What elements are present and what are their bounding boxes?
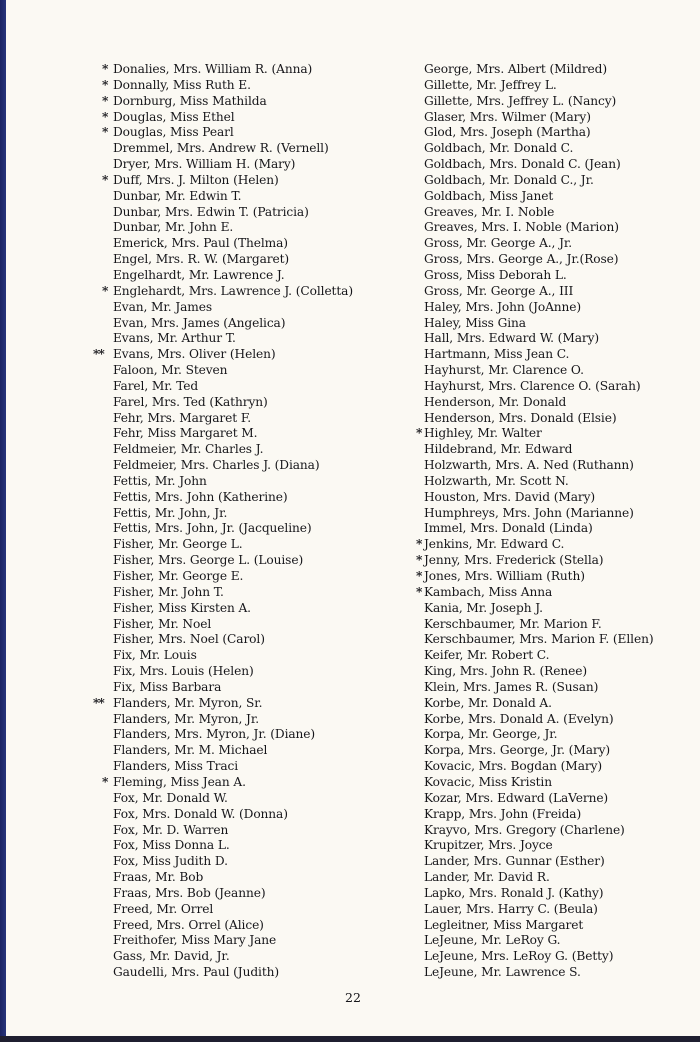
entry-name: Haley, Mrs. John (JoAnne) [424, 299, 582, 314]
entry-name: Fehr, Mrs. Margaret F. [113, 410, 252, 425]
entry-name: Fraas, Mrs. Bob (Jeanne) [113, 885, 266, 900]
entry-name: Immel, Mrs. Donald (Linda) [424, 521, 593, 536]
directory-entry [416, 379, 700, 395]
asterisk-mark: * [102, 62, 108, 76]
entry-name: Holzwarth, Mrs. A. Ned (Ruthann) [424, 458, 634, 473]
entry-name: Lander, Mr. David R. [424, 870, 550, 885]
entry-name: Keifer, Mr. Robert C. [424, 648, 550, 663]
entry-name: Evans, Mrs. Oliver (Helen) [113, 347, 276, 362]
directory-entry [416, 823, 700, 839]
directory-entry [416, 189, 700, 205]
directory-entry [416, 680, 700, 696]
asterisk-mark: * [102, 77, 108, 92]
entry-name: Fox, Mrs. Donald W. (Donna) [113, 806, 288, 821]
directory-entry [102, 252, 402, 268]
directory-entry [102, 632, 402, 648]
entry-name: Kania, Mr. Joseph J. [424, 600, 543, 615]
directory-entry [102, 712, 402, 728]
asterisk-mark: * [102, 283, 108, 298]
directory-entry [416, 743, 700, 759]
entry-name: Fraas, Mr. Bob [113, 870, 204, 885]
directory-entry [102, 902, 402, 918]
directory-entry [102, 823, 402, 839]
directory-entry [102, 173, 402, 189]
entry-name: Dunbar, Mr. John E. [113, 220, 234, 235]
entry-name: Klein, Mrs. James R. (Susan) [424, 679, 599, 694]
asterisk-mark: * [102, 109, 108, 124]
entry-name: Gillette, Mr. Jeffrey L. [424, 77, 557, 92]
entry-name: Freed, Mr. Orrel [113, 901, 214, 916]
directory-entry [416, 553, 700, 569]
entry-name: Goldbach, Miss Janet [424, 188, 554, 203]
directory-entry [416, 458, 700, 474]
directory-entry [416, 300, 700, 316]
entry-name: Flanders, Miss Traci [113, 759, 239, 774]
entry-name: Feldmeier, Mr. Charles J. [113, 442, 264, 457]
asterisk-mark: * [102, 172, 108, 187]
directory-entry [416, 78, 700, 94]
directory-entry [416, 775, 700, 791]
entry-name: Fisher, Mrs. George L. (Louise) [113, 553, 304, 568]
directory-entry [416, 442, 700, 458]
entry-name: Krapp, Mrs. John (Freida) [424, 806, 582, 821]
directory-page [6, 0, 700, 1036]
entry-name: Duff, Mrs. J. Milton (Helen) [113, 172, 279, 187]
entry-name: LeJeune, Mrs. LeRoy G. (Betty) [424, 949, 614, 964]
directory-entry [102, 395, 402, 411]
page-bottom-edge [0, 1036, 700, 1042]
entry-name: Hayhurst, Mr. Clarence O. [424, 363, 584, 378]
directory-entry [416, 664, 700, 680]
entry-name: Goldbach, Mrs. Donald C. (Jean) [424, 157, 621, 172]
directory-entry [416, 648, 700, 664]
directory-entry [416, 712, 700, 728]
directory-entry [416, 617, 700, 633]
entry-name: Kerschbaumer, Mr. Marion F. [424, 616, 602, 631]
entry-name: Fisher, Miss Kirsten A. [113, 600, 251, 615]
entry-name: Freithofer, Miss Mary Jane [113, 933, 277, 948]
directory-entry [102, 965, 402, 981]
entry-name: Lauer, Mrs. Harry C. (Beula) [424, 901, 598, 916]
directory-entry [416, 506, 700, 522]
entry-name: Gass, Mr. David, Jr. [113, 949, 230, 964]
entry-name: Emerick, Mrs. Paul (Thelma) [113, 236, 288, 251]
directory-entry [93, 347, 402, 363]
entry-name: Krupitzer, Mrs. Joyce [424, 838, 553, 853]
directory-entry [416, 870, 700, 886]
directory-entry [416, 125, 700, 141]
directory-entry [102, 933, 402, 949]
asterisk-mark: ** [93, 347, 104, 362]
entry-name: Fix, Miss Barbara [113, 679, 222, 694]
directory-entry [102, 268, 402, 284]
directory-entry [416, 886, 700, 902]
directory-entry [102, 727, 402, 743]
directory-entry [416, 205, 700, 221]
directory-entry [416, 347, 700, 363]
directory-entry [102, 648, 402, 664]
entry-name: Feldmeier, Mrs. Charles J. (Diana) [113, 458, 320, 473]
entry-name: Dornburg, Miss Mathilda [113, 93, 267, 108]
directory-entry [102, 458, 402, 474]
asterisk-mark: * [102, 125, 108, 140]
directory-entry [102, 220, 402, 236]
directory-entry [102, 300, 402, 316]
directory-entry [416, 949, 700, 965]
entry-name: King, Mrs. John R. (Renee) [424, 664, 588, 679]
entry-name: Engelhardt, Mr. Lawrence J. [113, 267, 285, 282]
entry-name: George, Mrs. Albert (Mildred) [424, 62, 608, 76]
entry-name: Houston, Mrs. David (Mary) [424, 489, 596, 504]
directory-entry [416, 284, 700, 300]
directory-entry [102, 949, 402, 965]
entry-name: Fehr, Miss Margaret M. [113, 426, 258, 441]
entry-name: Fisher, Mr. George E. [113, 569, 244, 583]
directory-entry [416, 490, 700, 506]
directory-entry [102, 62, 402, 78]
entry-name: Fox, Mr. D. Warren [113, 822, 229, 837]
entry-name: Glaser, Mrs. Wilmer (Mary) [424, 109, 591, 124]
entry-name: Jenny, Mrs. Frederick (Stella) [424, 553, 604, 568]
directory-entry [416, 569, 700, 585]
directory-entry [102, 537, 402, 553]
page-number: 22 [345, 990, 361, 1005]
directory-entry [102, 743, 402, 759]
entry-name: Fox, Miss Donna L. [113, 838, 230, 853]
entry-name: Humphreys, Mrs. John (Marianne) [424, 505, 634, 520]
entry-name: Hall, Mrs. Edward W. (Mary) [424, 331, 600, 346]
asterisk-mark: * [102, 774, 108, 789]
directory-entry [416, 537, 700, 553]
entry-name: Faloon, Mr. Steven [113, 363, 228, 378]
entry-name: Fisher, Mrs. Noel (Carol) [113, 632, 265, 647]
directory-entry [416, 94, 700, 110]
directory-entry [416, 426, 700, 442]
entry-name: Donnally, Miss Ruth E. [113, 77, 251, 92]
directory-entry [416, 157, 700, 173]
directory-entry [102, 759, 402, 775]
directory-entry [416, 807, 700, 823]
directory-entry [416, 110, 700, 126]
directory-entry [102, 189, 402, 205]
directory-entry [416, 918, 700, 934]
entry-name: Gross, Mrs. George A., Jr.(Rose) [424, 252, 619, 267]
directory-entry [416, 632, 700, 648]
entry-name: Farel, Mrs. Ted (Kathryn) [113, 394, 268, 409]
entry-name: Flanders, Mr. Myron, Jr. [113, 711, 259, 726]
entry-name: Goldbach, Mr. Donald C., Jr. [424, 172, 594, 187]
entry-name: Gross, Miss Deborah L. [424, 267, 567, 282]
directory-entry [102, 141, 402, 157]
entry-name: Kovacic, Mrs. Bogdan (Mary) [424, 759, 603, 774]
directory-entry [102, 918, 402, 934]
directory-entry [102, 363, 402, 379]
directory-entry [416, 521, 700, 537]
entry-name: Lander, Mrs. Gunnar (Esther) [424, 854, 605, 869]
directory-entry [102, 569, 402, 585]
directory-entry [102, 854, 402, 870]
entry-name: Korpa, Mrs. George, Jr. (Mary) [424, 743, 611, 758]
entry-name: Flanders, Mr. Myron, Sr. [113, 695, 263, 710]
entry-name: Highley, Mr. Walter [424, 426, 542, 441]
directory-entry [416, 331, 700, 347]
directory-entry [102, 331, 402, 347]
directory-entry [416, 62, 700, 78]
directory-entry [102, 506, 402, 522]
directory-entry [102, 680, 402, 696]
directory-entry [102, 838, 402, 854]
entry-name: Dunbar, Mrs. Edwin T. (Patricia) [113, 204, 309, 219]
entry-name: Flanders, Mrs. Myron, Jr. (Diane) [113, 727, 316, 742]
entry-name: Englehardt, Mrs. Lawrence J. (Colletta) [113, 283, 353, 298]
directory-entry [416, 141, 700, 157]
directory-entry [102, 316, 402, 332]
entry-name: Fettis, Mr. John, Jr. [113, 505, 228, 520]
directory-entry [102, 791, 402, 807]
entry-name: Fix, Mrs. Louis (Helen) [113, 664, 254, 679]
entry-name: Gaudelli, Mrs. Paul (Judith) [113, 965, 280, 980]
directory-entry [102, 474, 402, 490]
entry-name: Douglas, Miss Pearl [113, 125, 234, 140]
directory-entry [102, 521, 402, 537]
entry-name: Fox, Mr. Donald W. [113, 790, 228, 805]
entry-name: Hildebrand, Mr. Edward [424, 442, 573, 457]
entry-name: Fox, Miss Judith D. [113, 854, 228, 869]
asterisk-mark: * [416, 537, 422, 552]
directory-entry [102, 664, 402, 680]
entry-name: Douglas, Miss Ethel [113, 109, 235, 124]
entry-name: Fettis, Mr. John [113, 473, 207, 488]
entry-name: Evans, Mr. Arthur T. [113, 331, 236, 346]
entry-name: Gross, Mr. George A., III [424, 283, 574, 298]
directory-entry [93, 695, 402, 712]
directory-entry [416, 173, 700, 189]
directory-entry [416, 933, 700, 949]
directory-entry [416, 252, 700, 268]
entry-name: Fisher, Mr. John T. [113, 584, 224, 599]
directory-entry [416, 395, 700, 411]
directory-entry [102, 617, 402, 633]
entry-name: Henderson, Mrs. Donald (Elsie) [424, 410, 617, 425]
directory-entry [416, 601, 700, 617]
entry-name: Kozar, Mrs. Edward (LaVerne) [424, 790, 609, 805]
directory-entry [102, 553, 402, 569]
entry-name: Greaves, Mrs. I. Noble (Marion) [424, 220, 619, 235]
entry-name: Korbe, Mrs. Donald A. (Evelyn) [424, 711, 614, 726]
entry-name: Donalies, Mrs. William R. (Anna) [113, 62, 313, 76]
entry-name: Dremmel, Mrs. Andrew R. (Vernell) [113, 141, 329, 156]
entry-name: Haley, Miss Gina [424, 315, 526, 330]
directory-entry [102, 886, 402, 902]
entry-name: Greaves, Mr. I. Noble [424, 204, 555, 219]
asterisk-mark: * [102, 93, 108, 108]
entry-name: Hayhurst, Mrs. Clarence O. (Sarah) [424, 378, 641, 393]
directory-entry [416, 268, 700, 284]
directory-entry [102, 442, 402, 458]
asterisk-mark: * [416, 553, 422, 568]
directory-entry [416, 316, 700, 332]
directory-entry [416, 965, 700, 981]
asterisk-mark: * [416, 584, 422, 599]
asterisk-mark: * [416, 569, 422, 583]
directory-entry [102, 585, 402, 601]
entry-name: Jenkins, Mr. Edward C. [424, 537, 565, 552]
entry-name: Kovacic, Miss Kristin [424, 774, 552, 789]
directory-entry [416, 696, 700, 712]
entry-name: Freed, Mrs. Orrel (Alice) [113, 917, 264, 932]
entry-name: Engel, Mrs. R. W. (Margaret) [113, 252, 290, 267]
right-name-column [416, 62, 700, 981]
directory-entry [102, 110, 402, 126]
entry-name: Fleming, Miss Jean A. [113, 774, 246, 789]
entry-name: Dunbar, Mr. Edwin T. [113, 188, 242, 203]
entry-name: Korpa, Mr. George, Jr. [424, 727, 558, 742]
directory-entry [102, 94, 402, 110]
directory-entry [416, 411, 700, 427]
directory-entry [102, 205, 402, 221]
entry-name: Dryer, Mrs. William H. (Mary) [113, 157, 296, 172]
directory-entry [102, 426, 402, 442]
asterisk-mark: ** [93, 695, 104, 710]
entry-name: Gross, Mr. George A., Jr. [424, 236, 573, 251]
directory-entry [102, 78, 402, 94]
directory-entry [416, 363, 700, 379]
directory-entry [102, 284, 402, 300]
asterisk-mark: * [416, 426, 422, 441]
entry-name: Farel, Mr. Ted [113, 378, 199, 393]
entry-name: Fettis, Mrs. John, Jr. (Jacqueline) [113, 521, 312, 536]
directory-entry [416, 854, 700, 870]
left-name-column [93, 62, 402, 981]
entry-name: LeJeune, Mr. Lawrence S. [424, 965, 581, 980]
entry-name: Fisher, Mr. Noel [113, 616, 212, 631]
directory-entry [416, 838, 700, 854]
entry-name: Goldbach, Mr. Donald C. [424, 141, 574, 156]
directory-entry [102, 870, 402, 886]
entry-name: Henderson, Mr. Donald [424, 394, 567, 409]
directory-entry [102, 236, 402, 252]
directory-entry [102, 490, 402, 506]
directory-entry [416, 727, 700, 743]
directory-entry [416, 236, 700, 252]
entry-name: Fettis, Mrs. John (Katherine) [113, 489, 288, 504]
entry-name: Hartmann, Miss Jean C. [424, 347, 570, 362]
entry-name: Krayvo, Mrs. Gregory (Charlene) [424, 822, 625, 837]
entry-name: Fix, Mr. Louis [113, 648, 197, 663]
entry-name: Glod, Mrs. Joseph (Martha) [424, 125, 591, 140]
directory-entry [416, 585, 700, 601]
entry-name: Evan, Mrs. James (Angelica) [113, 315, 286, 330]
entry-name: Evan, Mr. James [113, 299, 213, 314]
entry-name: Lapko, Mrs. Ronald J. (Kathy) [424, 885, 604, 900]
directory-entry [102, 157, 402, 173]
directory-entry [102, 807, 402, 823]
directory-entry [416, 474, 700, 490]
directory-entry [416, 902, 700, 918]
entry-name: Jones, Mrs. William (Ruth) [424, 569, 585, 583]
entry-name: Holzwarth, Mr. Scott N. [424, 473, 569, 488]
entry-name: Kambach, Miss Anna [424, 584, 553, 599]
directory-entry [416, 220, 700, 236]
directory-entry [416, 759, 700, 775]
directory-entry [102, 125, 402, 141]
entry-name: Legleitner, Miss Margaret [424, 917, 584, 932]
entry-name: Gillette, Mrs. Jeffrey L. (Nancy) [424, 93, 617, 108]
entry-name: LeJeune, Mr. LeRoy G. [424, 933, 561, 948]
entry-name: Fisher, Mr. George L. [113, 537, 243, 552]
entry-name: Korbe, Mr. Donald A. [424, 695, 552, 710]
directory-entry [102, 411, 402, 427]
entry-name: Kerschbaumer, Mrs. Marion F. (Ellen) [424, 632, 654, 647]
directory-entry [102, 775, 402, 791]
entry-name: Flanders, Mr. M. Michael [113, 743, 268, 758]
directory-entry [102, 601, 402, 617]
directory-entry [102, 379, 402, 395]
directory-entry [416, 791, 700, 807]
